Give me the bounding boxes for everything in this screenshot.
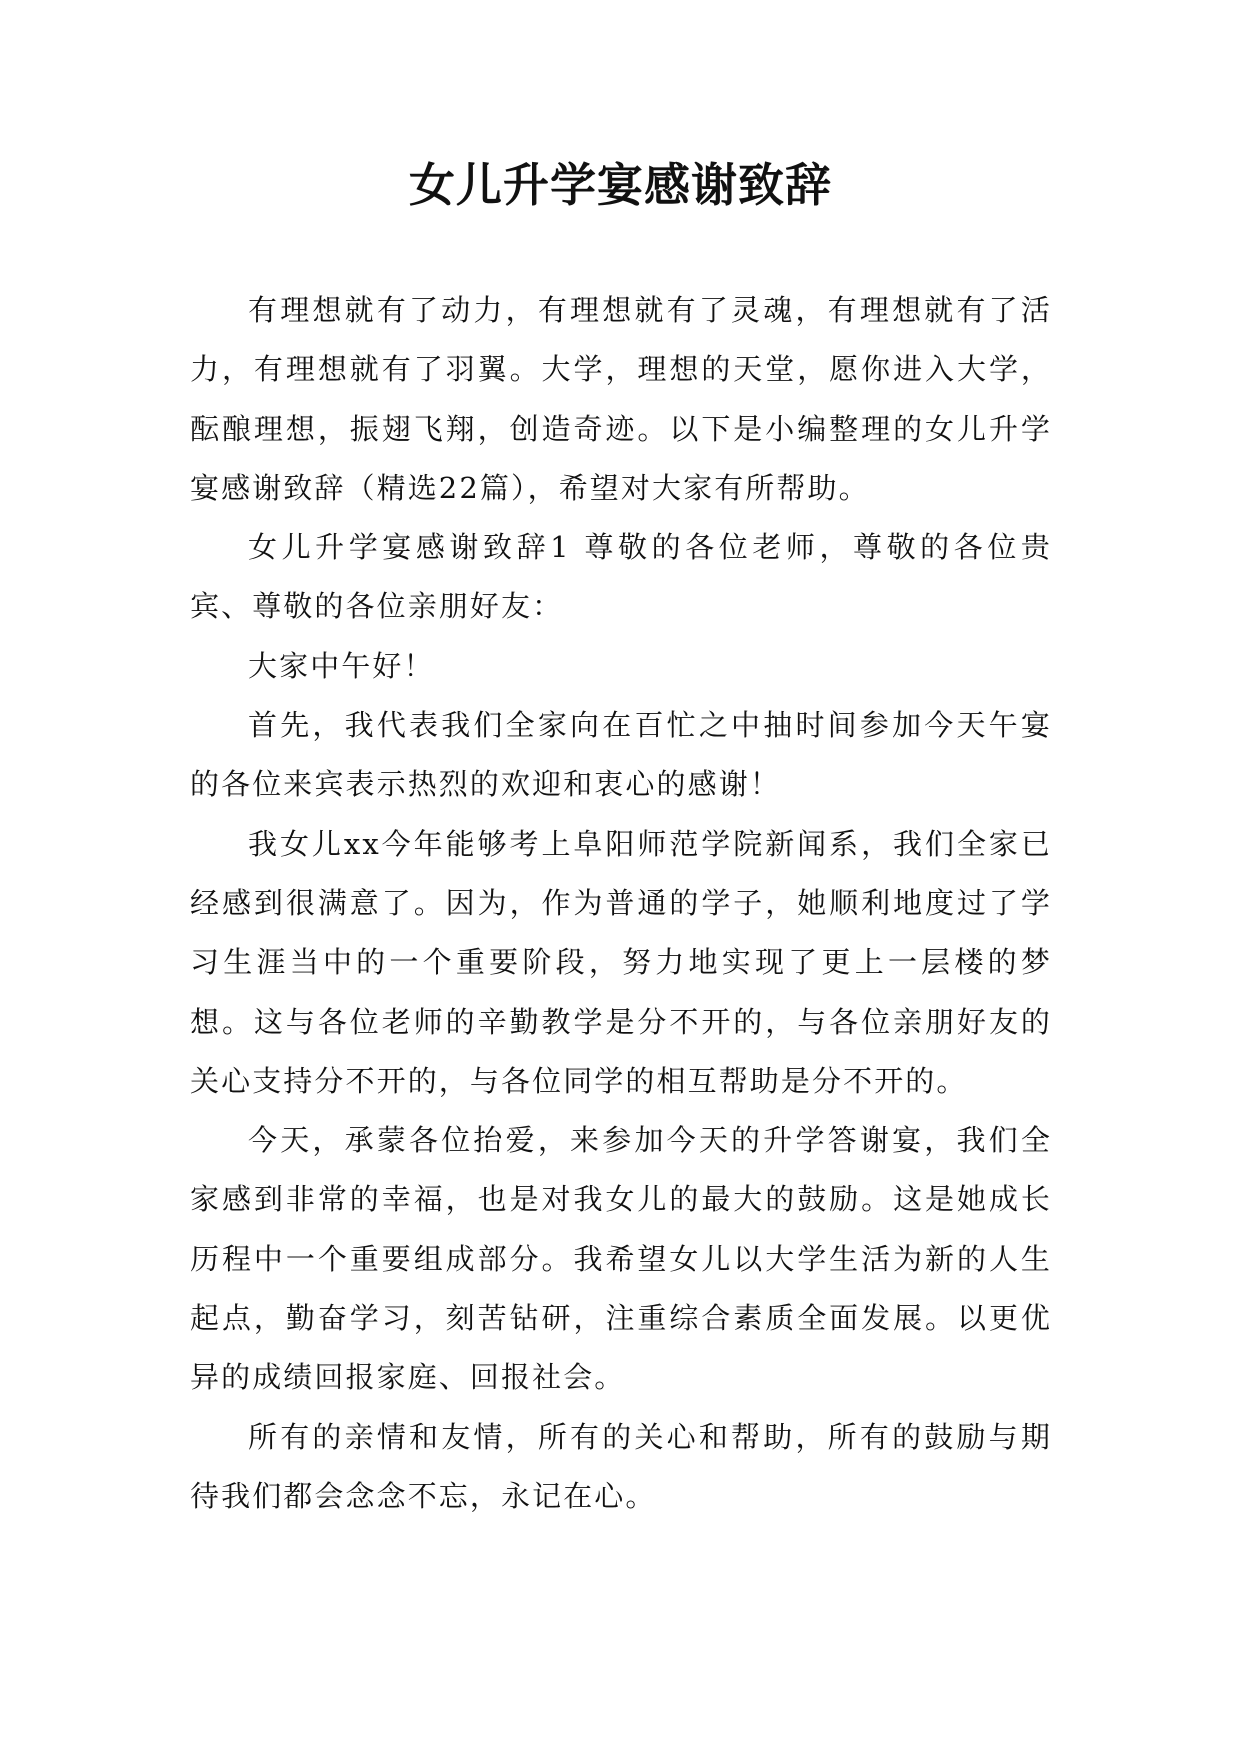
document-body [190,281,1052,1526]
paragraph-closing: 所有的亲情和友情，所有的关心和帮助，所有的鼓励与期待我们都会念念不忘，永记在心。 [190,1419,1052,1513]
paragraph-intro: 有理想就有了动力，有理想就有了灵魂，有理想就有了活力，有理想就有了羽翼。大学，理想的天堂，愿你进入大学，酝酿理想，振翅飞翔，创造奇迹。以下是小编整理的女儿升学宴感谢致辞（精选22篇），希望对大家有所帮助。 [190,293,1052,505]
paragraph-greeting: 大家中午好！ [248,648,435,683]
paragraph-gratitude: 今天，承蒙各位抬爱，来参加今天的升学答谢宴，我们全家感到非常的幸福，也是对我女儿的最大的鼓励。这是她成长历程中一个重要组成部分。我希望女儿以大学生活为新的人生起点，勤奋学习，刻苦钻研，注重综合素质全面发展。以更优异的成绩回报家庭、回报社会。 [190,1123,1052,1395]
paragraph-admission: 我女儿xx今年能够考上阜阳师范学院新闻系，我们全家已经感到很满意了。因为，作为普通的学子，她顺利地度过了学习生涯当中的一个重要阶段，努力地实现了更上一层楼的梦想。这与各位老师的辛勤教学是分不开的，与各位亲朋好友的关心支持分不开的，与各位同学的相互帮助是分不开的。 [190,826,1052,1098]
paragraph-welcome: 首先，我代表我们全家向在百忙之中抽时间参加今天午宴的各位来宾表示热烈的欢迎和衷心的感谢！ [190,708,1052,802]
paragraph-salutation: 女儿升学宴感谢致辞1 尊敬的各位老师，尊敬的各位贵宾、尊敬的各位亲朋好友： [190,530,1052,624]
document-title: 女儿升学宴感谢致辞 [409,158,832,212]
